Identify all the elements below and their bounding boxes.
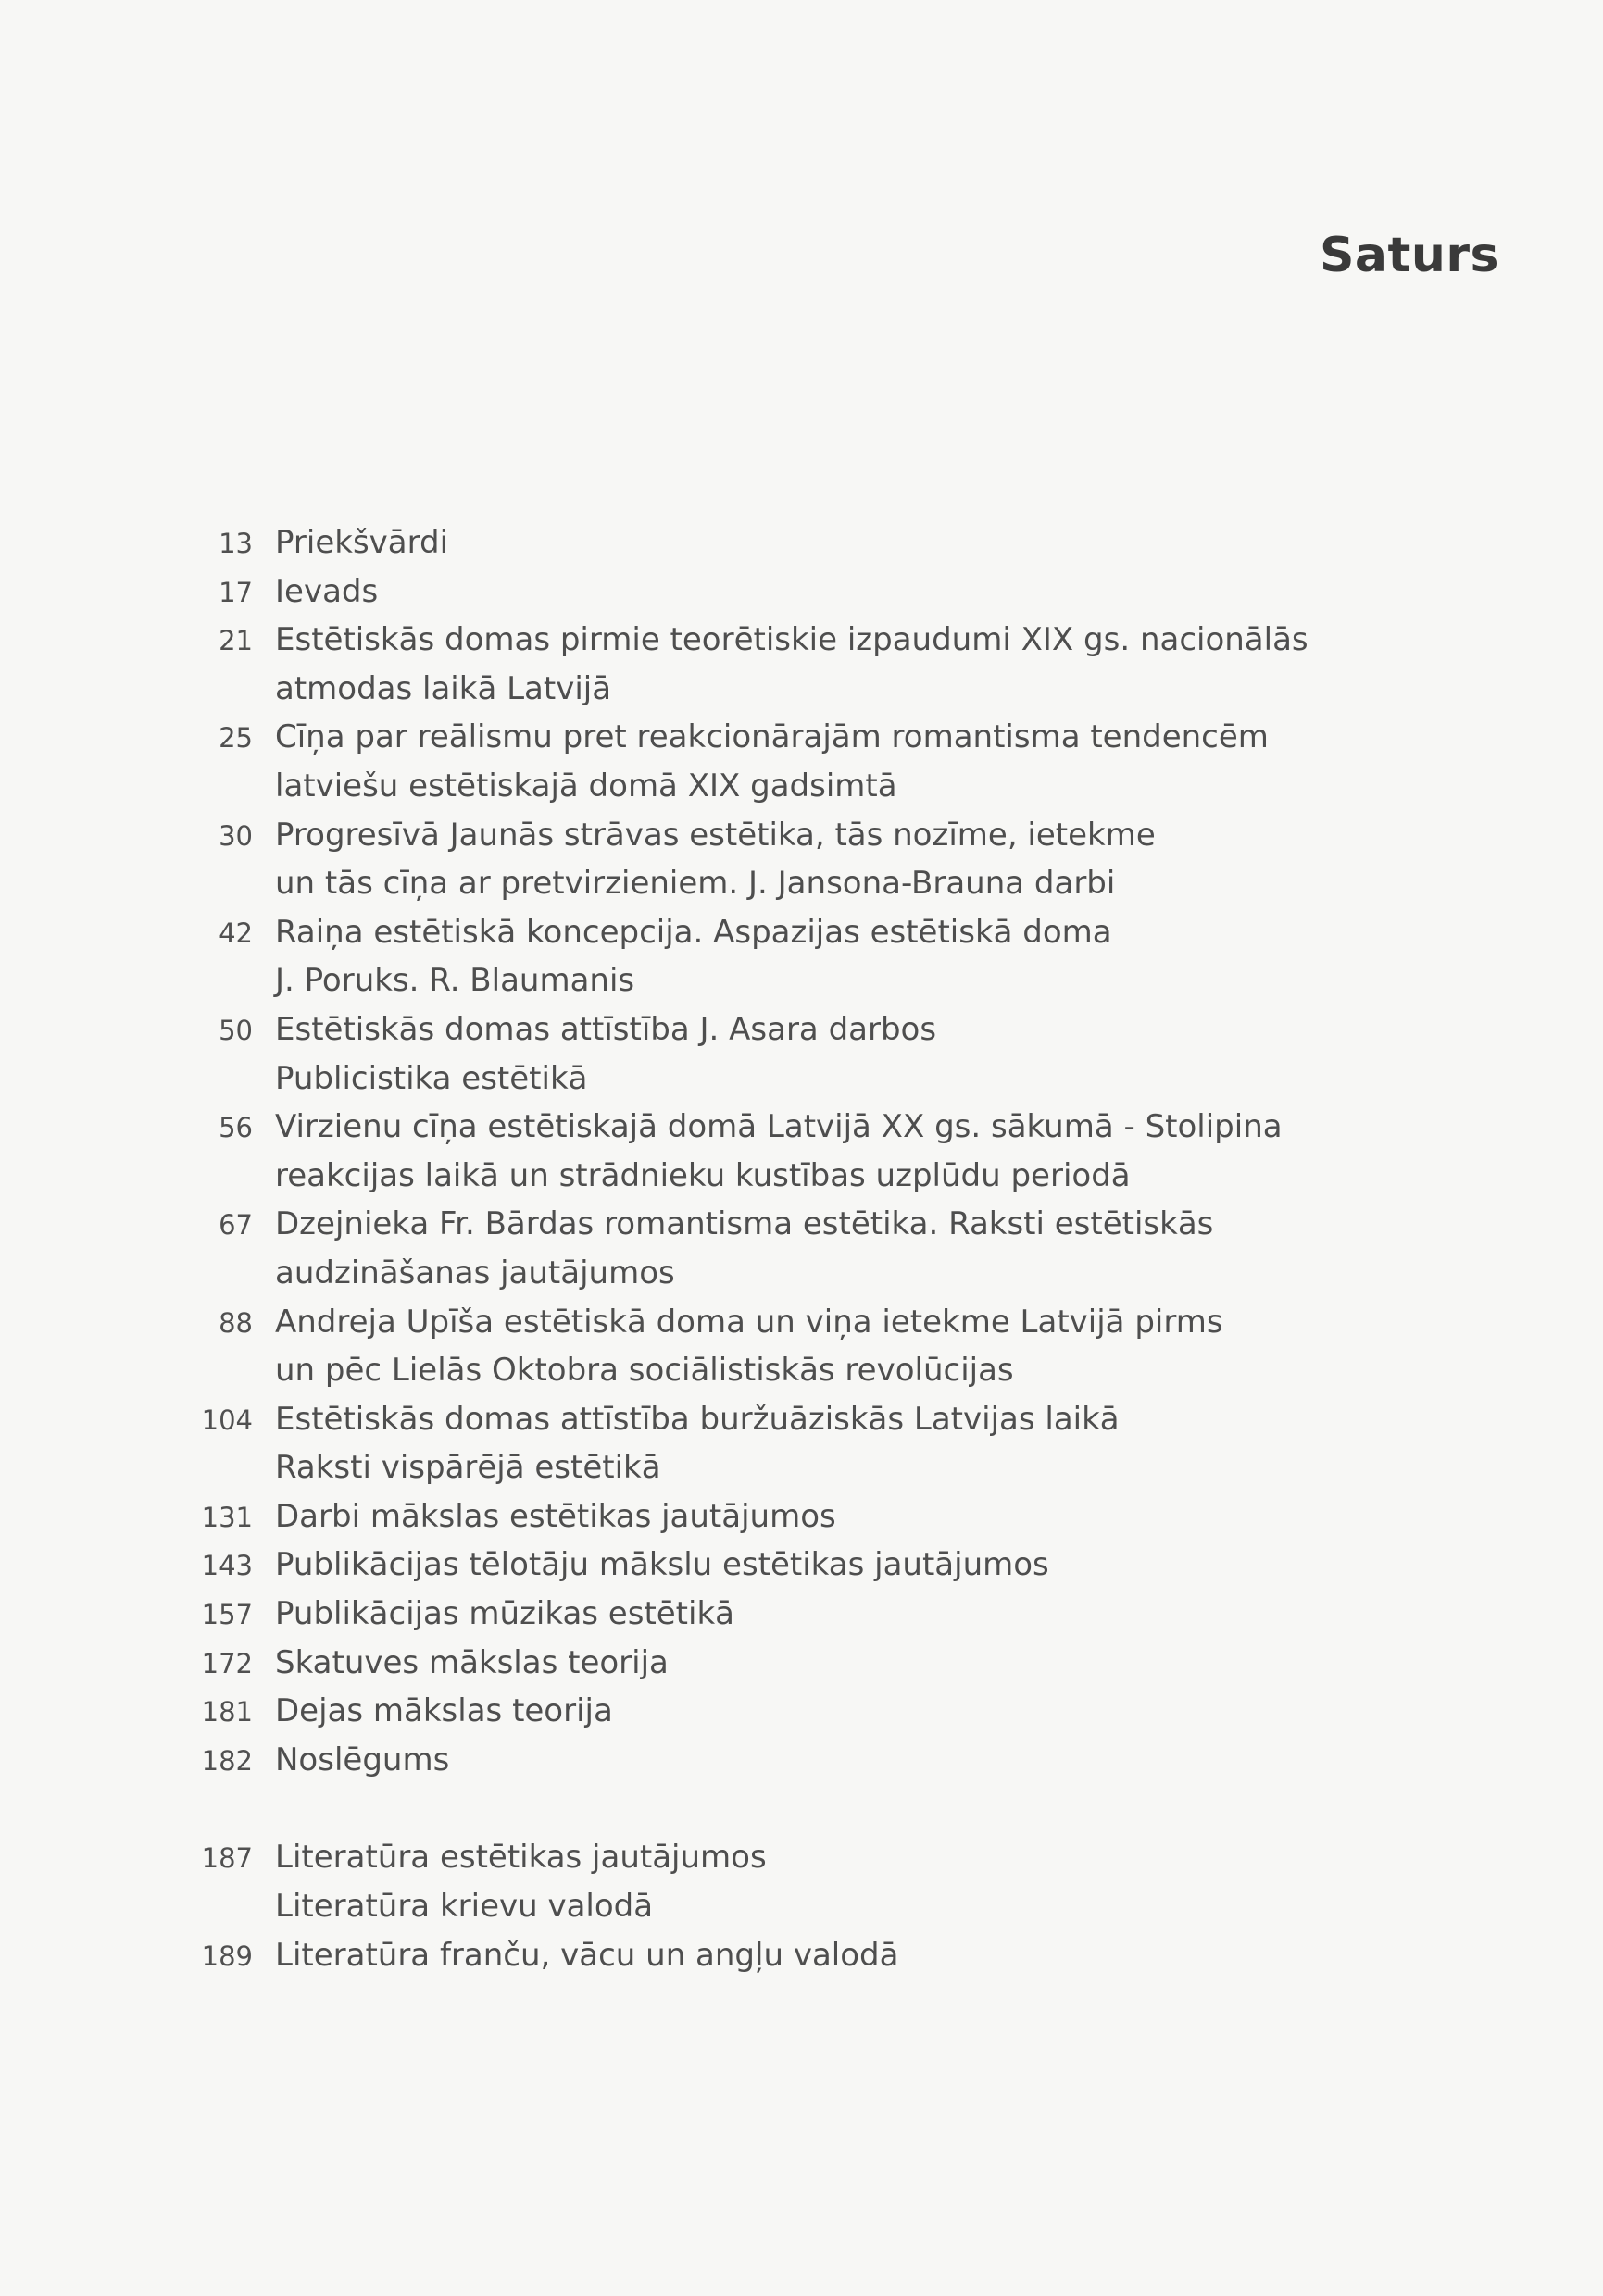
toc-entry: [0, 573, 1603, 622]
toc-entry: [0, 1498, 1603, 1547]
toc-entry-title: latviešu estētiskajā domā XIX gadsimtā: [275, 767, 897, 805]
toc-entry-title: Estētiskās domas pirmie teorētiskie izpaudumi XIX gs. nacionālās: [275, 621, 1309, 659]
toc-page-number: 30: [219, 819, 253, 852]
toc-entry-title: Literatūra franču, vācu un angļu valodā: [275, 1936, 899, 1974]
toc-page-number: 88: [219, 1306, 253, 1339]
toc-entry-title: Publikācijas mūzikas estētikā: [275, 1595, 734, 1633]
toc-entry-continuation: [0, 865, 1603, 914]
toc-entry-continuation: [0, 1060, 1603, 1109]
toc-entry-continuation: [0, 1352, 1603, 1401]
toc-entry-continuation: [0, 1157, 1603, 1206]
toc-entry: [0, 718, 1603, 767]
toc-entry: [0, 1401, 1603, 1450]
toc-entry-continuation: [0, 1254, 1603, 1304]
toc-entry-title: atmodas laikā Latvijā: [275, 669, 612, 707]
toc-entry-title: Ievads: [275, 572, 379, 610]
toc-entry: [0, 1937, 1603, 1986]
toc-page-number: 13: [219, 528, 253, 559]
toc-page-number: 17: [219, 576, 253, 608]
toc-entry-continuation: [0, 670, 1603, 719]
toc-page-number: 157: [201, 1599, 253, 1631]
toc-entry-continuation: [0, 767, 1603, 817]
toc-page-number: 42: [219, 917, 253, 949]
toc-entry: [0, 1692, 1603, 1741]
toc-entry-title: Andreja Upīša estētiskā doma un viņa ietekme Latvijā pirms: [275, 1303, 1223, 1341]
toc-entry-title: Estētiskās domas attīstība buržuāziskās Latvijas laikā: [275, 1400, 1120, 1438]
toc-entry: [0, 1011, 1603, 1060]
toc-page-number: 50: [219, 1014, 253, 1046]
toc-page-number: 182: [201, 1744, 253, 1777]
toc-page-number: 172: [201, 1647, 253, 1679]
toc-entry-title: Dejas mākslas teorija: [275, 1692, 613, 1730]
toc-entry-title: Priekšvārdi: [275, 524, 449, 561]
toc-page-number: 56: [219, 1112, 253, 1144]
toc-entry-title: Cīņa par reālismu pret reakcionārajām romantisma tendencēm: [275, 718, 1269, 756]
toc-entry-title: un tās cīņa ar pretvirzieniem. J. Jansona-Brauna darbi: [275, 865, 1116, 903]
toc-entry-title: reakcijas laikā un strādnieku kustības uzplūdu periodā: [275, 1156, 1131, 1194]
toc-entry-title: Literatūra krievu valodā: [275, 1888, 654, 1926]
toc-entry-title: Publicistika estētikā: [275, 1059, 588, 1097]
toc-entry-title: audzināšanas jautājumos: [275, 1254, 675, 1292]
table-of-contents: [0, 524, 1603, 1985]
toc-entry: [0, 621, 1603, 670]
toc-page-number: 143: [201, 1550, 253, 1582]
toc-entry: [0, 1108, 1603, 1157]
toc-page-number: 181: [201, 1696, 253, 1728]
toc-page-number: 21: [219, 625, 253, 657]
toc-entry-title: Raiņa estētiskā koncepcija. Aspazijas estētiskā doma: [275, 913, 1112, 951]
toc-entry: [0, 1304, 1603, 1353]
toc-entry: [0, 817, 1603, 866]
toc-entry-title: un pēc Lielās Oktobra sociālistiskās revolūcijas: [275, 1352, 1014, 1390]
toc-entry-title: Darbi mākslas estētikas jautājumos: [275, 1497, 836, 1535]
toc-entry-continuation: [0, 1449, 1603, 1498]
toc-entry-continuation: [0, 1888, 1603, 1937]
toc-entry-title: Noslēgums: [275, 1741, 450, 1778]
toc-entry-title: Publikācijas tēlotāju mākslu estētikas jautājumos: [275, 1546, 1049, 1584]
toc-entry-title: Literatūra estētikas jautājumos: [275, 1839, 767, 1877]
toc-entry: [0, 1741, 1603, 1791]
toc-entry: [0, 914, 1603, 963]
toc-entry: [0, 1546, 1603, 1595]
toc-entry-continuation: [0, 962, 1603, 1011]
toc-entry-title: Skatuves mākslas teorija: [275, 1643, 669, 1681]
toc-page-number: 25: [219, 722, 253, 755]
toc-entry-title: J. Poruks. R. Blaumanis: [275, 962, 635, 1000]
toc-entry: [0, 1595, 1603, 1644]
toc-page-number: 67: [219, 1209, 253, 1242]
toc-entry-title: Dzejnieka Fr. Bārdas romantisma estētika. Raksti estētiskās: [275, 1205, 1214, 1243]
toc-entry: [0, 524, 1603, 573]
toc-page-number: 131: [201, 1501, 253, 1533]
toc-entry-title: Raksti vispārējā estētikā: [275, 1449, 661, 1487]
toc-entry-title: Estētiskās domas attīstība J. Asara darbos: [275, 1010, 937, 1048]
toc-entry: [0, 1644, 1603, 1693]
toc-page-number: 104: [201, 1404, 253, 1436]
toc-entry-title: Progresīvā Jaunās strāvas estētika, tās nozīme, ietekme: [275, 816, 1156, 854]
toc-entry: [0, 1839, 1603, 1888]
toc-page-number: 189: [201, 1940, 253, 1972]
toc-page-number: 187: [201, 1842, 253, 1875]
toc-entry: [0, 1205, 1603, 1254]
page-title: Saturs: [1319, 228, 1499, 283]
toc-entry-title: Virzienu cīņa estētiskajā domā Latvijā XX gs. sākumā - Stolipina: [275, 1108, 1283, 1146]
